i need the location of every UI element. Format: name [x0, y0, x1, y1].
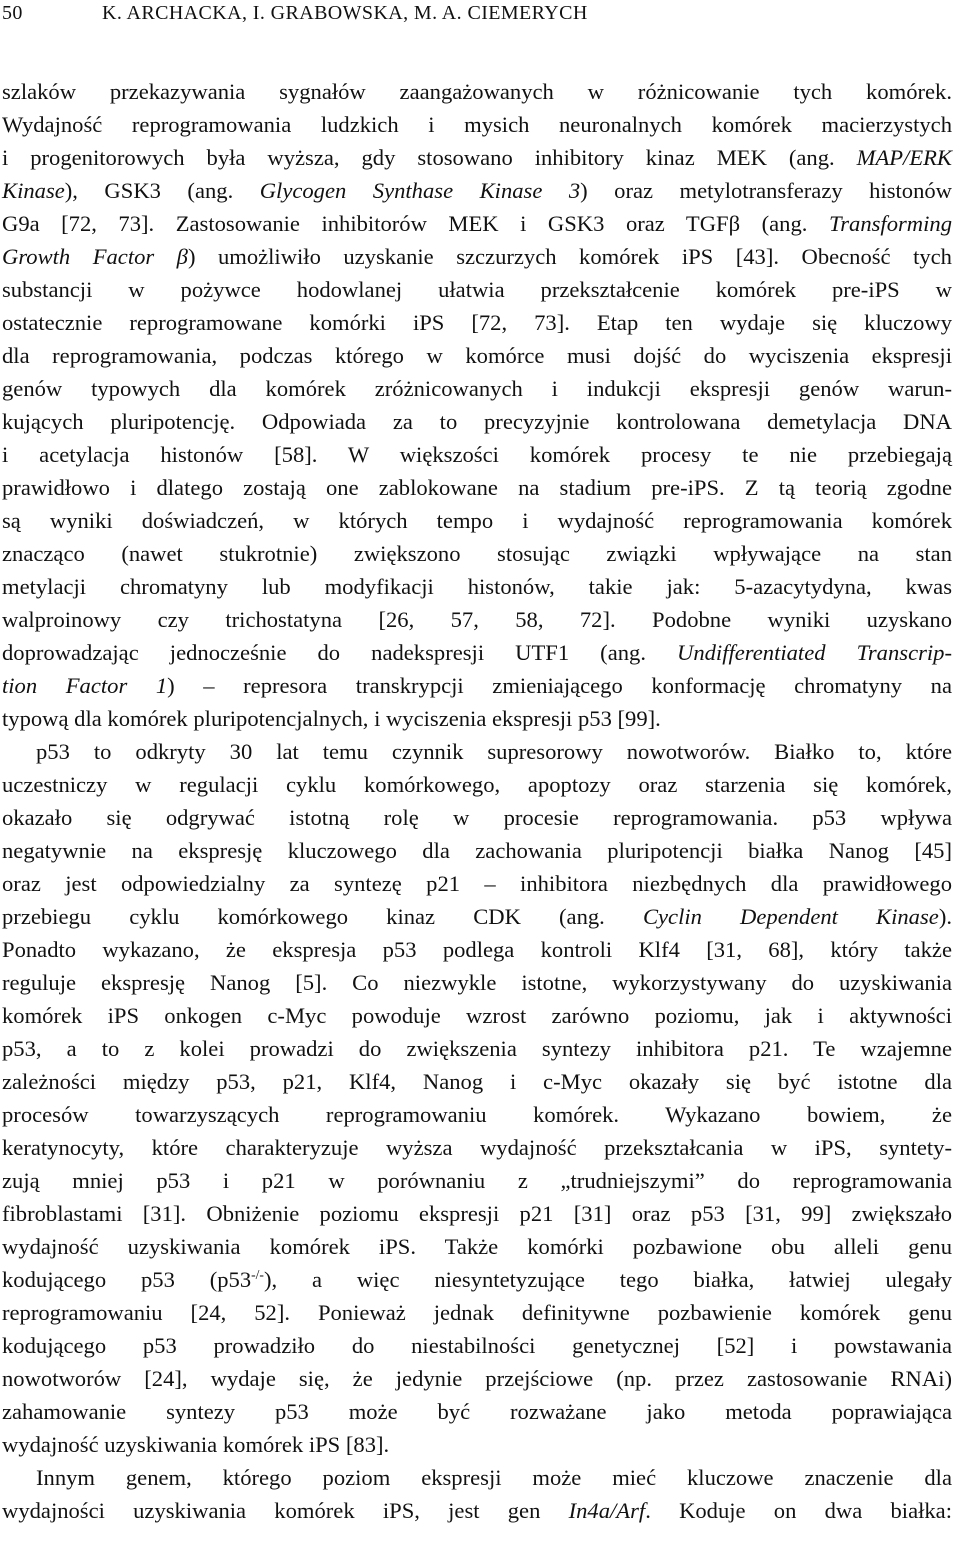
text-line: i acetylacja histonów [58]. W większości komórek procesy te nie przebiegają [2, 442, 952, 467]
text-line: znacząco (nawet stukrotnie) zwiększono stosując związki wpływające na stan [2, 541, 952, 566]
superscript: -/- [251, 1266, 264, 1282]
text-line: zależności między p53, p21, Klf4, Nanog i c-Myc okazały się być istotne dla [2, 1069, 952, 1094]
text-line: przebiegu cyklu komórkowego kinaz CDK (ang. Cyclin Dependent Kinase). [2, 904, 952, 929]
text-line: typową dla komórek pluripotencjalnych, i wyciszenia ekspresji p53 [99]. [2, 706, 661, 731]
text-line: genów typowych dla komórek zróżnicowanych i indukcji ekspresji genów warun- [2, 376, 952, 401]
text-line: Growth Factor β) umożliwiło uzyskanie szczurzych komórek iPS [43]. Obecność tych [2, 244, 952, 269]
article-body [2, 75, 952, 1527]
text-line: uczestniczy w regulacji cyklu komórkowego, apoptozy oraz starzenia się komórek, [2, 772, 952, 797]
text-line: walproinowy czy trichostatyna [26, 57, 58, 72]. Podobne wyniki uzyskano [2, 607, 952, 632]
text-line: kujących pluripotencję. Odpowiada za to precyzyjnie kontrolowana demetylacja DNA [2, 409, 952, 434]
text-line: procesów towarzyszących reprogramowaniu komórek. Wykazano bowiem, że [2, 1102, 952, 1127]
text-line: kodującego p53 (p53-/-), a więc niesyntetyzujące tego białka, łatwiej ulegały [2, 1266, 952, 1292]
text-line: fibroblastami [31]. Obniżenie poziomu ekspresji p21 [31] oraz p53 [31, 99] zwiększało [2, 1201, 952, 1226]
text-line: negatywnie na ekspresję kluczowego dla zachowania pluripotencji białka Nanog [45] [2, 838, 952, 863]
paragraph-3 [2, 1461, 952, 1527]
page-number: 50 [2, 2, 23, 24]
text-line: Innym genem, którego poziom ekspresji może mieć kluczowe znaczenie dla [36, 1465, 952, 1490]
text-line: keratynocyty, które charakteryzuje wyższa wydajność przekształcania w iPS, syntety- [2, 1135, 952, 1160]
paragraph-1 [2, 75, 952, 735]
text-line: substancji w pożywce hodowlanej ułatwia przekształcenie komórek pre-iPS w [2, 277, 952, 302]
text-line: Wydajność reprogramowania ludzkich i mysich neuronalnych komórek macierzystych [2, 112, 952, 137]
text-line: G9a [72, 73]. Zastosowanie inhibitorów MEK i GSK3 oraz TGFβ (ang. Transforming [2, 211, 952, 236]
text-line: p53, a to z kolei prowadzi do zwiększenia syntezy inhibitora p21. Te wzajemne [2, 1036, 952, 1061]
text-line: dla reprogramowania, podczas którego w komórce musi dojść do wyciszenia ekspresji [2, 343, 952, 368]
text-line: prawidłowo i dlatego zostają one zablokowane na stadium pre-iPS. Z tą teorią zgodne [2, 475, 952, 500]
text-line: wydajności uzyskiwania komórek iPS, jest gen In4a/Arf. Koduje on dwa białka: [2, 1498, 952, 1523]
text-line: zahamowanie syntezy p53 może być rozważane jako metoda poprawiająca [2, 1399, 952, 1424]
text-line: reguluje ekspresję Nanog [5]. Co niezwykle istotne, wykorzystywany do uzyskiwania [2, 970, 952, 995]
text-line: są wyniki doświadczeń, w których tempo i wydajność reprogramowania komórek [2, 508, 952, 533]
text-line: nowotworów [24], wydaje się, że jedynie przejściowe (np. przez zastosowanie RNAi) [2, 1366, 952, 1391]
text-line: ostatecznie reprogramowane komórki iPS [72, 73]. Etap ten wydaje się kluczowy [2, 310, 952, 335]
text-line: wydajność uzyskiwania komórek iPS. Także komórki pozbawione obu alleli genu [2, 1234, 952, 1259]
text-line: tion Factor 1) – represora transkrypcji zmieniającego konformację chromatyny na [2, 673, 952, 698]
text-line: zują mniej p53 i p21 w porównaniu z „trudniejszymi” do reprogramowania [2, 1168, 952, 1193]
text-line: doprowadzając jednocześnie do nadekspresji UTF1 (ang. Undifferentiated Transcrip- [2, 640, 952, 665]
text-line: szlaków przekazywania sygnałów zaangażowanych w różnicowanie tych komórek. [2, 79, 952, 104]
text-line: kodującego p53 prowadziło do niestabilności genetycznej [52] i powstawania [2, 1333, 952, 1358]
text-line: Kinase), GSK3 (ang. Glycogen Synthase Kinase 3) oraz metylotransferazy histonów [2, 178, 952, 203]
text-line: wydajność uzyskiwania komórek iPS [83]. [2, 1432, 390, 1457]
running-head: K. ARCHACKA, I. GRABOWSKA, M. A. CIEMERYCH [102, 2, 588, 24]
text-line: i progenitorowych była wyższa, gdy stosowano inhibitory kinaz MEK (ang. MAP/ERK [2, 145, 952, 170]
paragraph-2 [2, 735, 952, 1461]
text-line: p53 to odkryty 30 lat temu czynnik supresorowy nowotworów. Białko to, które [36, 739, 952, 764]
text-line: komórek iPS onkogen c-Myc powoduje wzrost zarówno poziomu, jak i aktywności [2, 1003, 952, 1028]
text-line: oraz jest odpowiedzialny za syntezę p21 – inhibitora niezbędnych dla prawidłowego [2, 871, 952, 896]
text-line: reprogramowaniu [24, 52]. Ponieważ jednak definitywne pozbawienie komórek genu [2, 1300, 952, 1325]
text-line: okazało się odgrywać istotną rolę w procesie reprogramowania. p53 wpływa [2, 805, 952, 830]
text-line: metylacji chromatyny lub modyfikacji histonów, takie jak: 5-azacytydyna, kwas [2, 574, 952, 599]
text-line: Ponadto wykazano, że ekspresja p53 podlega kontroli Klf4 [31, 68], który także [2, 937, 952, 962]
page-header [2, 0, 942, 26]
